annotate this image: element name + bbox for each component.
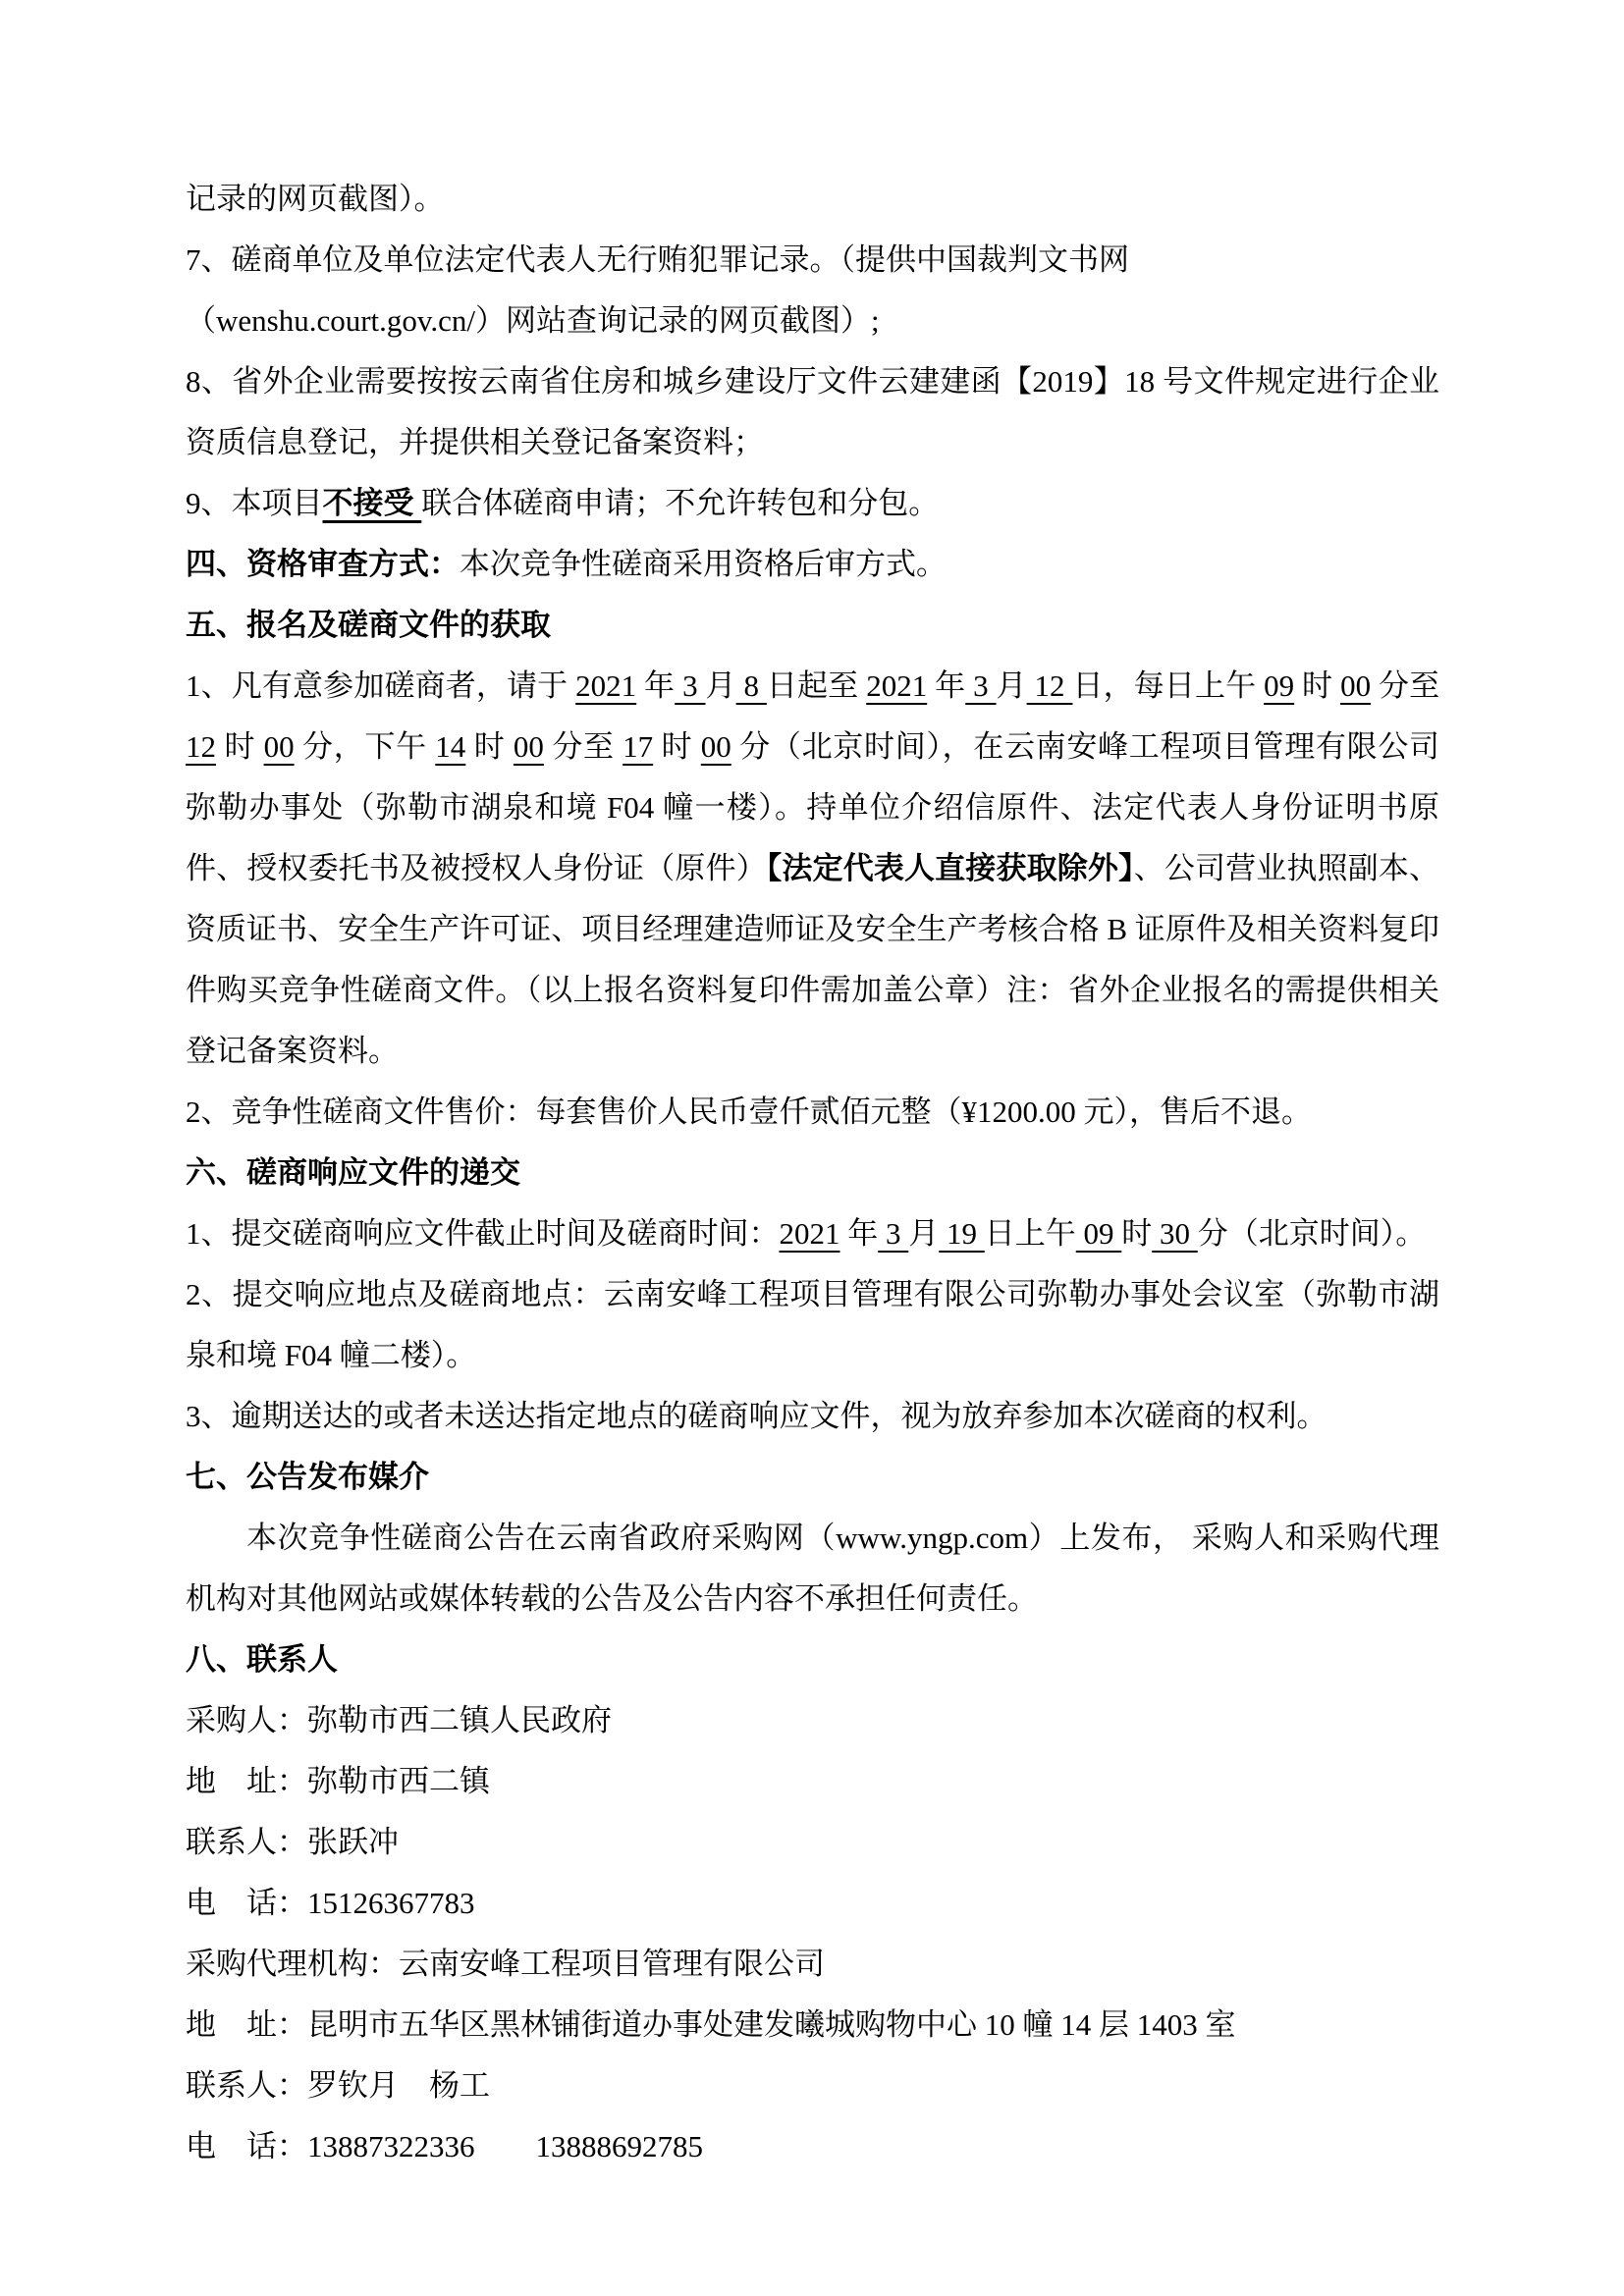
- text-run: 时: [653, 729, 701, 764]
- agency-contact: [186, 2056, 1439, 2116]
- text-run: 3: [965, 668, 997, 703]
- text-run: 分，下午: [294, 729, 436, 764]
- text-run: 月: [908, 1216, 940, 1251]
- text-run: 日，每日上午: [1072, 668, 1265, 703]
- section-4-qualification-review: [186, 534, 1439, 595]
- text-run: 00: [513, 729, 544, 764]
- text-run: 八、联系人: [186, 1642, 338, 1677]
- text-run: 采购人：弥勒市西二镇人民政府: [186, 1703, 612, 1737]
- text-run: 2、提交响应地点及磋商地点：云南安峰工程项目管理有限公司弥勒办事处会议室（弥勒市湖泉和境 F04 幢二楼）。: [186, 1277, 1439, 1372]
- text-run: 17: [623, 729, 654, 764]
- text-run: 联系人：张跃冲: [186, 1825, 399, 1859]
- text-run: 四、资格审查方式：: [186, 547, 460, 581]
- text-run: 采购代理机构：云南安峰工程项目管理有限公司: [186, 1947, 825, 1981]
- text-run: 年: [636, 668, 676, 703]
- text-run: 1、凡有意参加磋商者，请于: [186, 668, 576, 703]
- text-run: 电 话：13887322336 13888692785: [186, 2129, 703, 2163]
- text-run: 七、公告发布媒介: [186, 1460, 429, 1494]
- text-run: 00: [1340, 668, 1372, 703]
- purchaser-address: [186, 1751, 1439, 1812]
- text-run: 地 址：弥勒市西二镇: [186, 1764, 490, 1798]
- item-5-2-document-price: [186, 1082, 1439, 1143]
- agency-address: [186, 1995, 1439, 2056]
- text-run: 8、省外企业需要按按云南省住房和城乡建设厅文件云建建函【2019】18 号文件规定进行企业资质信息登记，并提供相关登记备案资料；: [186, 364, 1439, 459]
- text-run: 3、逾期送达的或者未送达指定地点的磋商响应文件，视为放弃参加本次磋商的权利。: [186, 1399, 1327, 1433]
- purchaser-name: [186, 1690, 1439, 1751]
- text-run: 分至: [543, 729, 623, 764]
- item-5-1-registration: [186, 656, 1447, 1082]
- text-run: 日上午: [984, 1216, 1076, 1251]
- text-run: 时: [1121, 1216, 1153, 1251]
- purchaser-contact: [186, 1812, 1439, 1873]
- text-run: 3: [675, 668, 706, 703]
- text-run: 五、报名及磋商文件的获取: [186, 608, 551, 642]
- text-run: 3: [878, 1216, 909, 1251]
- text-run: 分（北京时间），在云南安峰工程项目管理有限公司弥勒办事处（弥勒市湖泉和境 F04 幢一楼）。持单位介绍信原件、法定代表人身份证明书原件、授权委托书及被授权人身份证（原件）: [186, 729, 1440, 885]
- document-body: [186, 169, 1447, 2177]
- text-run: 09: [1264, 668, 1295, 703]
- text-run: 联系人：罗钦月 杨工: [186, 2068, 490, 2103]
- text-run: 联合体磋商申请；不允许转包和分包。: [421, 486, 940, 520]
- text-run: 不接受: [322, 486, 422, 520]
- item-6-1-deadline: [186, 1203, 1439, 1264]
- text-run: 7、磋商单位及单位法定代表人无行贿犯罪记录。（提供中国裁判文书网: [186, 242, 1129, 277]
- item-8: [186, 351, 1439, 473]
- text-run: 09: [1075, 1216, 1122, 1251]
- text-run: 月: [705, 668, 736, 703]
- text-run: 00: [700, 729, 731, 764]
- text-run: 电 话：15126367783: [186, 1886, 475, 1920]
- agency-name: [186, 1934, 1439, 1995]
- text-run: 12: [186, 729, 216, 764]
- text-run: 日起至: [766, 668, 867, 703]
- text-run: 本次竞争性磋商采用资格后审方式。: [460, 547, 947, 581]
- text-run: 12: [1026, 668, 1073, 703]
- text-run: 19: [939, 1216, 985, 1251]
- purchaser-phone: [186, 1873, 1439, 1934]
- text-run: 分（北京时间）。: [1197, 1216, 1427, 1251]
- text-run: 本次竞争性磋商公告在云南省政府采购网（www.yngp.com）上发布， 采购人和采购代理机构对其他网站或媒体转载的公告及公告内容不承担任何责任。: [186, 1521, 1439, 1616]
- text-run: 30: [1152, 1216, 1198, 1251]
- item-9: [186, 473, 1439, 534]
- text-run: 时: [216, 729, 264, 764]
- item-7-line-2: [186, 291, 1439, 351]
- text-run: 2021: [575, 668, 637, 703]
- text-run: 时: [465, 729, 514, 764]
- text-run: 8: [735, 668, 767, 703]
- para-prev-page-continuation: [186, 169, 1439, 230]
- text-run: 【法定代表人直接获取除外】: [766, 851, 1134, 885]
- text-run: 六、磋商响应文件的递交: [186, 1155, 520, 1190]
- text-run: 时: [1294, 668, 1341, 703]
- section-8-heading: [186, 1629, 1439, 1690]
- text-run: 月: [996, 668, 1027, 703]
- item-7-line-1: [186, 230, 1439, 291]
- text-run: 地 址：昆明市五华区黑林铺街道办事处建发曦城购物中心 10 幢 14 层 1403 室: [186, 2007, 1236, 2042]
- text-run: （wenshu.court.gov.cn/）网站查询记录的网页截图）;: [186, 303, 880, 338]
- text-run: 2021: [779, 1216, 840, 1251]
- section-7-heading: [186, 1447, 1439, 1508]
- text-run: 年: [927, 668, 966, 703]
- section-5-heading: [186, 595, 1439, 656]
- item-6-3-late-delivery: [186, 1386, 1439, 1447]
- section-6-heading: [186, 1143, 1439, 1203]
- text-run: 9、本项目: [186, 486, 323, 520]
- text-run: 00: [263, 729, 295, 764]
- text-run: 1、提交磋商响应文件截止时间及磋商时间：: [186, 1216, 780, 1251]
- text-run: 2、竞争性磋商文件售价：每套售价人民币壹仟贰佰元整（¥1200.00 元），售后不退。: [186, 1095, 1312, 1129]
- section-7-body: [186, 1508, 1439, 1629]
- item-6-2-location: [186, 1264, 1439, 1386]
- text-run: 年: [839, 1216, 879, 1251]
- text-run: 2021: [866, 668, 928, 703]
- text-run: 分至: [1371, 668, 1447, 703]
- text-run: 14: [435, 729, 466, 764]
- text-run: 记录的网页截图）。: [186, 182, 445, 216]
- agency-phone: [186, 2116, 1439, 2177]
- text-run: 、公司营业执照副本、资质证书、安全生产许可证、项目经理建造师证及安全生产考核合格 B 证原件及相关资料复印件购买竞争性磋商文件。（以上报名资料复印件需加盖公章）注：省外企业报名的需提供相关登记备案资料。: [186, 851, 1440, 1068]
